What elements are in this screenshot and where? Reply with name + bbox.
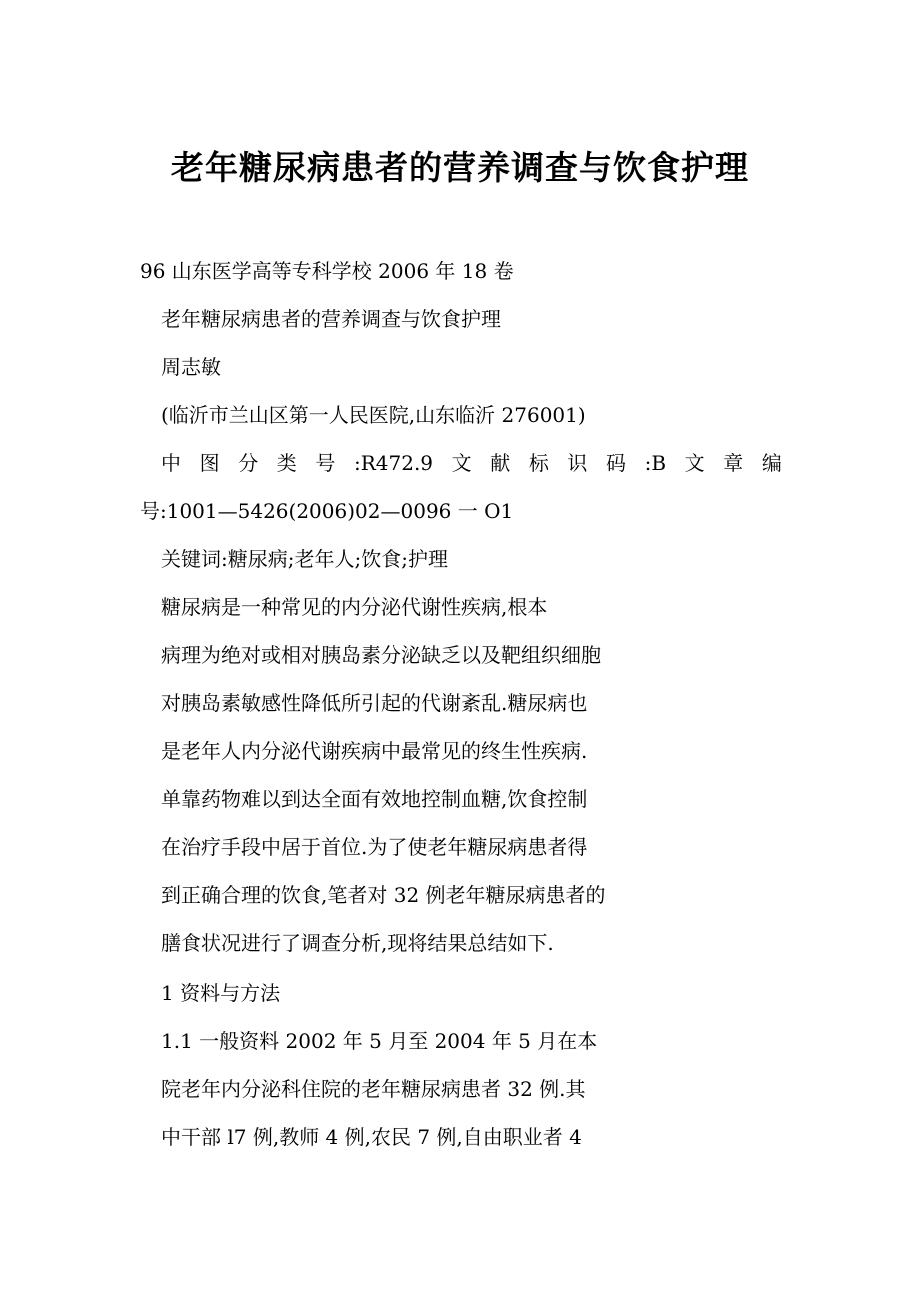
classification-token: :B bbox=[644, 451, 667, 475]
section-heading: 1 资料与方法 bbox=[161, 981, 281, 1005]
classification-token: 编 bbox=[761, 451, 782, 475]
body-line: 院老年内分泌科住院的老年糖尿病患者 32 例.其 bbox=[161, 1077, 586, 1101]
journal-header-line: 96 山东医学高等专科学校 2006 年 18 卷 bbox=[140, 259, 514, 283]
classification-token: 号 bbox=[315, 451, 336, 475]
body-line: 是老年人内分泌代谢疾病中最常见的终生性疾病. bbox=[161, 739, 588, 763]
classification-token: 中 bbox=[161, 451, 181, 475]
classification-token: 码 bbox=[606, 451, 626, 475]
author-name: 周志敏 bbox=[161, 355, 221, 379]
body-line: 单靠药物难以到达全面有效地控制血糖,饮食控制 bbox=[161, 787, 588, 811]
keywords-line: 关键词:糖尿病;老年人;饮食;护理 bbox=[161, 547, 448, 571]
author-affiliation: (临沂市兰山区第一人民医院,山东临沂 276001) bbox=[161, 403, 586, 427]
classification-continuation: 号:1001—5426(2006)02—0096 一 O1 bbox=[140, 499, 514, 523]
body-line: 1.1 一般资料 2002 年 5 月至 2004 年 5 月在本 bbox=[161, 1029, 598, 1053]
body-line: 对胰岛素敏感性降低所引起的代谢紊乱.糖尿病也 bbox=[161, 691, 588, 715]
body-line: 中干部 l7 例,教师 4 例,农民 7 例,自由职业者 4 bbox=[161, 1125, 582, 1149]
classification-token: 标 bbox=[528, 451, 549, 475]
body-line: 糖尿病是一种常见的内分泌代谢性疾病,根本 bbox=[161, 595, 548, 619]
body-line: 在治疗手段中居于首位.为了使老年糖尿病患者得 bbox=[161, 835, 588, 859]
classification-token: 章 bbox=[723, 451, 744, 475]
classification-line bbox=[161, 450, 782, 476]
classification-token: 识 bbox=[567, 451, 588, 475]
classification-token: 文 bbox=[684, 451, 705, 475]
body-line: 到正确合理的饮食,笔者对 32 例老年糖尿病患者的 bbox=[161, 883, 606, 907]
document-title: 老年糖尿病患者的营养调查与饮食护理 bbox=[171, 148, 749, 187]
article-subtitle: 老年糖尿病患者的营养调查与饮食护理 bbox=[161, 307, 501, 331]
classification-token: :R472.9 bbox=[353, 451, 434, 475]
classification-token: 类 bbox=[276, 451, 297, 475]
body-line: 膳食状况进行了调查分析,现将结果总结如下. bbox=[161, 931, 554, 955]
classification-token: 文 bbox=[451, 451, 472, 475]
classification-token: 图 bbox=[199, 451, 220, 475]
body-line: 病理为绝对或相对胰岛素分泌缺乏以及靶组织细胞 bbox=[161, 643, 601, 667]
classification-token: 献 bbox=[490, 451, 511, 475]
classification-token: 分 bbox=[238, 451, 259, 475]
